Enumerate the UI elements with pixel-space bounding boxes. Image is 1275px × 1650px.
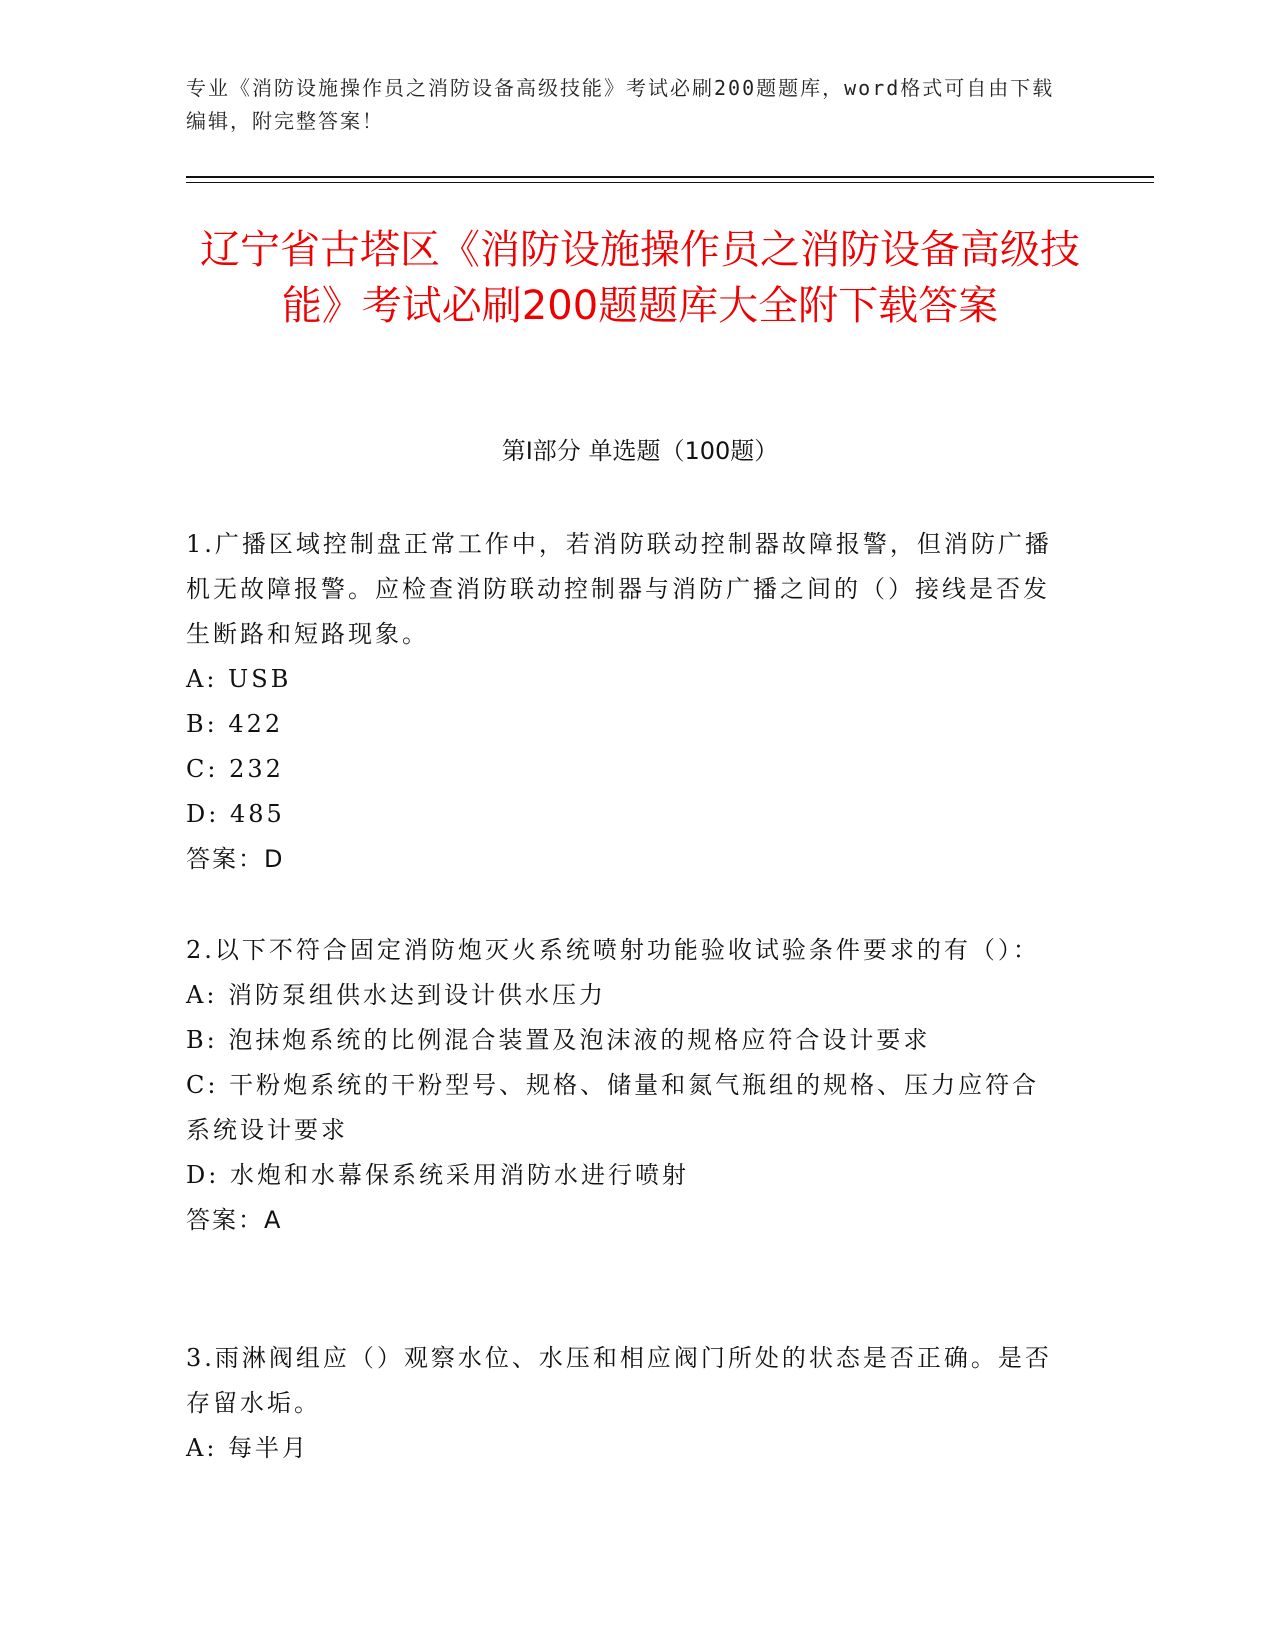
option-b: B: 422 [186, 710, 284, 738]
option-c: C: 232 [186, 755, 284, 783]
option-d: D: 水炮和水幕保系统采用消防水进行喷射 [186, 1161, 689, 1189]
section-title: 第Ⅰ部分 单选题（100题） [501, 437, 779, 465]
question-stem: 3.雨淋阀组应（）观察水位、水压和相应阀门所处的状态是否正确。是否存留水垢。 [186, 1344, 1052, 1417]
answer: 答案：D [186, 845, 285, 873]
question-1 [186, 522, 1066, 882]
question-stem: 1.广播区域控制盘正常工作中，若消防联动控制器故障报警，但消防广播机无故障报警。应检查消防联动控制器与消防广播之间的（）接线是否发生断路和短路现象。 [186, 530, 1052, 648]
option-a: A: USB [186, 665, 292, 693]
option-a: A: 每半月 [186, 1434, 310, 1462]
option-a: A: 消防泵组供水达到设计供水压力 [186, 981, 607, 1009]
header-divider-thick [186, 176, 1154, 178]
document-title: 辽宁省古塔区《消防设施操作员之消防设备高级技能》考试必刷200题题库大全附下载答案 [200, 227, 1080, 329]
header-note: 专业《消防设施操作员之消防设备高级技能》考试必刷200题题库，word格式可自由下载编辑，附完整答案！ [186, 76, 1055, 133]
question-2 [186, 928, 1066, 1243]
question-3 [186, 1336, 1066, 1471]
option-c: C: 干粉炮系统的干粉型号、规格、储量和氮气瓶组的规格、压力应符合系统设计要求 [186, 1071, 1040, 1144]
option-d: D: 485 [186, 800, 285, 828]
option-b: B: 泡抹炮系统的比例混合装置及泡沫液的规格应符合设计要求 [186, 1026, 931, 1054]
answer: 答案：A [186, 1206, 283, 1234]
question-stem: 2.以下不符合固定消防炮灭火系统喷射功能验收试验条件要求的有（）： [186, 936, 1040, 964]
header-divider-thin [186, 182, 1154, 183]
